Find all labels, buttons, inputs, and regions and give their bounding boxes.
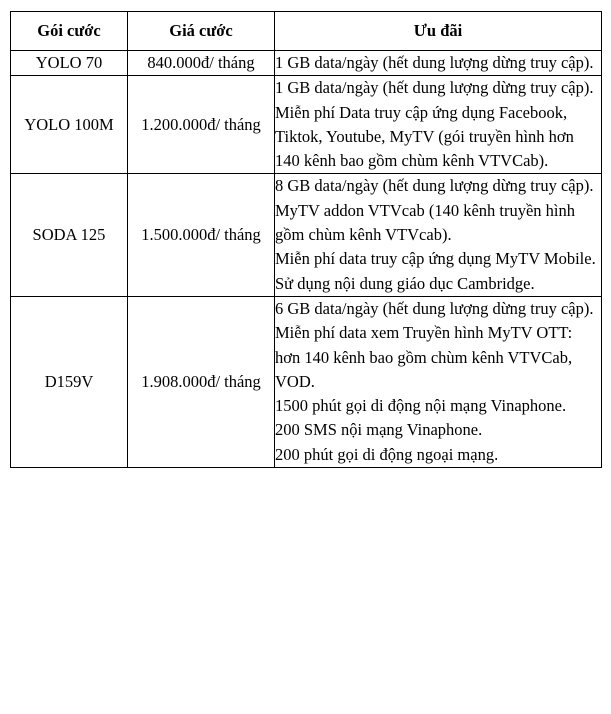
benefit-item: 1 GB data/ngày (hết dung lượng dừng truy cập). (275, 78, 594, 98)
benefit-item: 1500 phút gọi di động nội mạng Vinaphone. (275, 396, 567, 416)
benefit-item: 1 GB data/ngày (hết dung lượng dừng truy cập). (275, 53, 594, 72)
plan-benefits (275, 51, 602, 76)
benefit-item: 200 SMS nội mạng Vinaphone. (275, 420, 483, 440)
benefit-item: MyTV addon VTVcab (140 kênh truyền hình gồm chùm kênh VTVcab). (275, 200, 576, 245)
plan-benefits (275, 76, 602, 174)
plan-benefits (275, 296, 602, 467)
header-plan: Gói cước (11, 12, 128, 51)
benefit-item: 200 phút gọi di động ngoại mạng. (275, 444, 499, 464)
benefit-item: Miễn phí data truy cập ứng dụng MyTV Mobile. (275, 249, 596, 269)
header-price: Giá cước (128, 12, 275, 51)
table-row (11, 76, 602, 174)
benefit-item: Sử dụng nội dung giáo dục Cambridge. (275, 273, 535, 293)
plan-name: YOLO 70 (11, 51, 128, 76)
plan-benefits (275, 174, 602, 296)
table-row (11, 174, 602, 296)
plan-name: D159V (11, 296, 128, 467)
plan-name: YOLO 100M (11, 76, 128, 174)
benefit-item: Miễn phí data xem Truyền hình MyTV OTT: hơn 140 kênh bao gồm chùm kênh VTVCab, VOD. (275, 323, 573, 391)
plan-price: 840.000đ/ tháng (128, 51, 275, 76)
plan-price: 1.908.000đ/ tháng (128, 296, 275, 467)
plan-price: 1.500.000đ/ tháng (128, 174, 275, 296)
pricing-table (10, 11, 602, 468)
header-benefits: Ưu đãi (275, 12, 602, 51)
table-header-row (11, 12, 602, 51)
table-row (11, 51, 602, 76)
table-row (11, 296, 602, 467)
plan-price: 1.200.000đ/ tháng (128, 76, 275, 174)
benefit-item: 6 GB data/ngày (hết dung lượng dừng truy cập). (275, 298, 594, 318)
plan-name: SODA 125 (11, 174, 128, 296)
benefit-item: Miễn phí Data truy cập ứng dụng Facebook, Tiktok, Youtube, MyTV (gói truyền hình hơn 140 kênh bao gồm chùm kênh VTVCab). (275, 102, 574, 171)
benefit-item: 8 GB data/ngày (hết dung lượng dừng truy cập). (275, 176, 594, 196)
